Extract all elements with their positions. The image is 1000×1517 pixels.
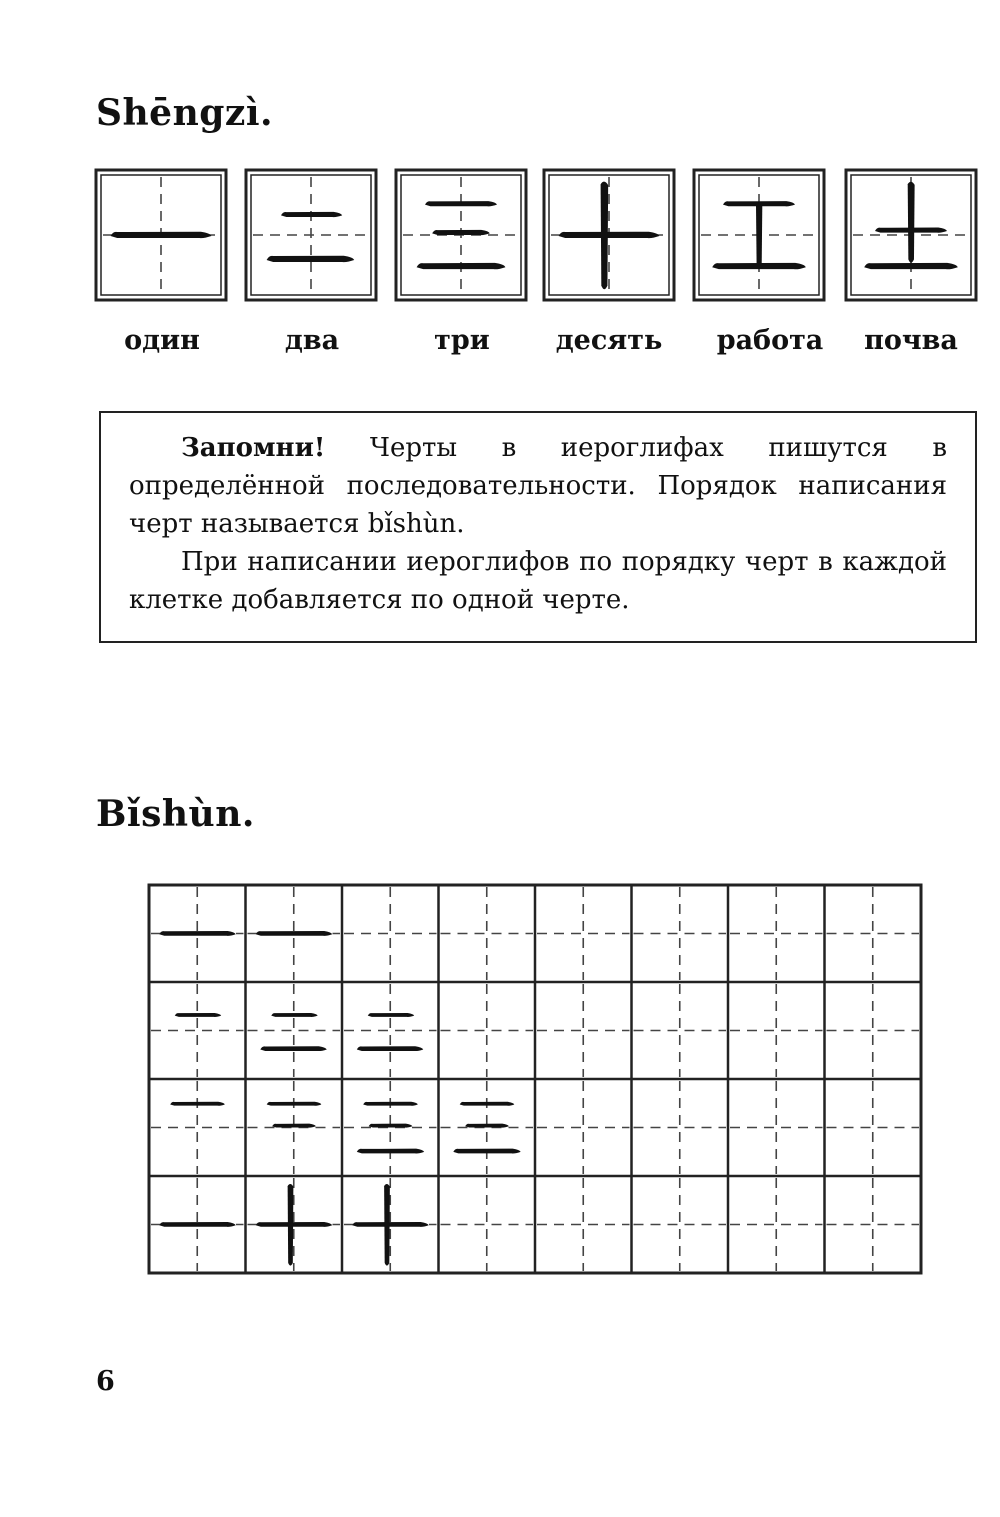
brush-stroke-horizontal <box>260 1046 326 1051</box>
practice-cell <box>827 887 920 980</box>
brush-stroke-horizontal <box>175 1013 221 1017</box>
brush-stroke-horizontal <box>159 1222 235 1227</box>
brush-stroke-horizontal <box>352 1222 428 1227</box>
practice-cell <box>634 1178 727 1271</box>
practice-cell <box>730 1178 823 1271</box>
character-card <box>694 170 824 300</box>
brush-stroke-horizontal <box>159 931 235 936</box>
character-card <box>396 170 526 300</box>
remember-paragraph-1 <box>129 429 947 543</box>
practice-cell <box>634 1081 727 1174</box>
remember-box <box>99 411 977 643</box>
practice-cell <box>441 887 534 980</box>
practice-cell <box>827 984 920 1077</box>
brush-stroke-horizontal <box>357 1149 424 1154</box>
practice-cell <box>248 887 341 980</box>
brush-stroke-horizontal <box>267 1102 322 1106</box>
practice-cell <box>537 1178 630 1271</box>
brush-stroke-horizontal <box>453 1149 520 1154</box>
practice-cell <box>634 887 727 980</box>
practice-cell <box>441 1081 534 1174</box>
brush-stroke-vertical <box>601 182 609 290</box>
practice-cell <box>248 1081 341 1174</box>
brush-stroke-horizontal <box>712 263 806 269</box>
brush-stroke-horizontal <box>368 1013 414 1017</box>
practice-cell <box>151 1081 244 1174</box>
practice-cell <box>344 1081 437 1174</box>
brush-stroke-horizontal <box>369 1124 413 1128</box>
practice-cell <box>827 1178 920 1271</box>
brush-stroke-horizontal <box>170 1102 225 1106</box>
meaning-one: один <box>124 325 200 356</box>
brush-stroke-horizontal <box>256 931 332 936</box>
brush-stroke-horizontal <box>425 201 497 206</box>
brush-stroke-vertical <box>288 1184 294 1266</box>
practice-cell <box>730 887 823 980</box>
practice-cell <box>537 1081 630 1174</box>
practice-cell <box>151 887 244 980</box>
practice-cell <box>827 1081 920 1174</box>
meaning-three: три <box>434 325 490 356</box>
brush-stroke-horizontal <box>256 1222 332 1227</box>
brush-stroke-horizontal <box>281 212 342 217</box>
stroke-order-grid <box>0 880 1000 1300</box>
meaning-two: два <box>284 325 340 356</box>
meaning-soil: почва <box>864 325 958 356</box>
meanings-row <box>0 325 1000 365</box>
practice-cell <box>344 1178 437 1271</box>
brush-stroke-horizontal <box>363 1102 418 1106</box>
meaning-ten: десять <box>555 325 663 356</box>
brush-stroke-horizontal <box>465 1124 509 1128</box>
character-card <box>544 170 674 300</box>
practice-cell <box>441 984 534 1077</box>
brush-stroke-horizontal <box>267 256 355 262</box>
page-number: 6 <box>96 1366 115 1397</box>
brush-stroke-horizontal <box>271 1013 317 1017</box>
brush-stroke-horizontal <box>864 263 958 269</box>
practice-cell <box>634 984 727 1077</box>
practice-cell <box>730 984 823 1077</box>
character-card <box>96 170 226 300</box>
practice-cell <box>441 1178 534 1271</box>
remember-text-1: Черты в иероглифах пишутся в определённой последовательности. Порядок написания черт называется bǐshùn. <box>129 433 947 539</box>
brush-stroke-horizontal <box>111 232 212 238</box>
brush-stroke-vertical <box>384 1184 390 1266</box>
practice-cell <box>537 887 630 980</box>
brush-stroke-horizontal <box>559 232 660 238</box>
remember-label: Запомни! <box>181 433 326 463</box>
section-title-shengzi: Shēngzì. <box>96 92 274 134</box>
character-cards <box>0 0 1000 310</box>
practice-cell <box>248 984 341 1077</box>
section-title-bishun: Bǐshùn. <box>96 793 255 835</box>
character-card <box>246 170 376 300</box>
character-card <box>846 170 976 300</box>
practice-cell <box>344 984 437 1077</box>
practice-cell <box>344 887 437 980</box>
practice-cell <box>537 984 630 1077</box>
practice-cell <box>151 984 244 1077</box>
brush-stroke-horizontal <box>417 263 506 269</box>
brush-stroke-horizontal <box>875 228 947 233</box>
practice-cell <box>730 1081 823 1174</box>
brush-stroke-horizontal <box>357 1046 423 1051</box>
practice-cell <box>248 1178 341 1271</box>
brush-stroke-horizontal <box>460 1102 515 1106</box>
brush-stroke-vertical <box>908 182 915 263</box>
practice-cell <box>151 1178 244 1271</box>
brush-stroke-vertical <box>756 203 762 267</box>
remember-paragraph-2: При написании иероглифов по порядку черт в каждой клетке добавляется по одной черте. <box>129 547 947 615</box>
brush-stroke-horizontal <box>432 230 490 235</box>
brush-stroke-horizontal <box>272 1124 316 1128</box>
meaning-work: работа <box>716 325 824 356</box>
